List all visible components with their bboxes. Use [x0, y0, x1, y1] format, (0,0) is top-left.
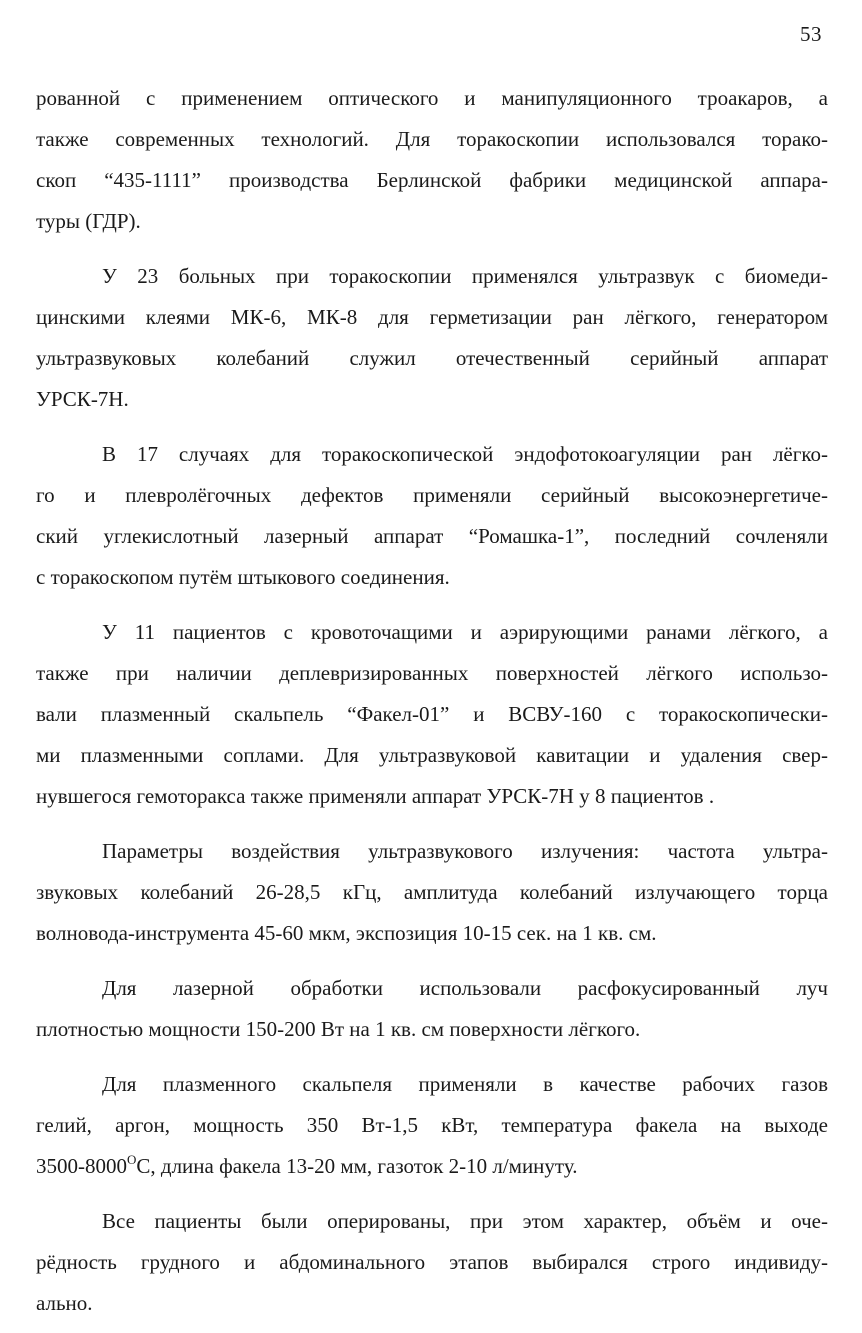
text-line: нувшегося гемоторакса также применяли аппарат УРСК-7Н у 8 пациентов .	[36, 784, 715, 808]
text-line: Для плазменного скальпеля применяли в качестве рабочих газов	[102, 1072, 828, 1096]
text-line: волновода-инструмента 45-60 мкм, экспозиция 10-15 сек. на 1 кв. см.	[36, 921, 657, 945]
text-line: рёдность грудного и абдоминального этапов выбирался строго индивиду-	[36, 1250, 828, 1274]
text-line: туры (ГДР).	[36, 209, 141, 233]
text-line: Параметры воздействия ультразвукового излучения: частота ультра-	[102, 839, 828, 863]
text-line: Все пациенты были оперированы, при этом характер, объём и оче-	[102, 1209, 828, 1233]
body-text	[36, 78, 828, 1324]
text-line: звуковых колебаний 26-28,5 кГц, амплитуда колебаний излучающего торца	[36, 880, 828, 904]
paragraph-1	[36, 78, 828, 242]
paragraph-6	[36, 968, 828, 1050]
text-line: го и плевролёгочных дефектов применяли серийный высокоэнергетиче-	[36, 483, 828, 507]
text-line: также при наличии деплевризированных поверхностей лёгкого использо-	[36, 661, 828, 685]
text-line: рованной с применением оптического и манипуляционного троакаров, а	[36, 86, 828, 110]
text-line: цинскими клеями МК-6, МК-8 для герметизации ран лёгкого, генератором	[36, 305, 828, 329]
text-line: ми плазменными соплами. Для ультразвуковой кавитации и удаления свер-	[36, 743, 828, 767]
text-fragment: С, длина факела 13-20 мм, газоток 2-10 л/минуту.	[136, 1154, 578, 1178]
text-line: вали плазменный скальпель “Факел-01” и ВСВУ-160 с торакоскопически-	[36, 702, 828, 726]
text-line: скоп “435-1111” производства Берлинской фабрики медицинской аппара-	[36, 168, 828, 192]
paragraph-5	[36, 831, 828, 954]
temperature-range: 3500-8000	[36, 1154, 127, 1178]
text-line: Для лазерной обработки использовали расфокусированный луч	[102, 976, 828, 1000]
text-line: с торакоскопом путём штыкового соединения.	[36, 565, 450, 589]
degree-superscript: O	[127, 1152, 137, 1167]
paragraph-3	[36, 434, 828, 598]
paragraph-7	[36, 1064, 828, 1187]
text-line: У 23 больных при торакоскопии применялся ультразвук с биомеди-	[102, 264, 828, 288]
page-number: 53	[800, 22, 822, 46]
paragraph-4	[36, 612, 828, 817]
text-line: гелий, аргон, мощность 350 Вт-1,5 кВт, температура факела на выходе	[36, 1113, 828, 1137]
text-line: плотностью мощности 150-200 Вт на 1 кв. см поверхности лёгкого.	[36, 1017, 641, 1041]
text-line: также современных технологий. Для торакоскопии использовался торако-	[36, 127, 828, 151]
text-line: УРСК-7Н.	[36, 387, 129, 411]
paragraph-8	[36, 1201, 828, 1324]
text-line: ально.	[36, 1291, 93, 1315]
text-line: У 11 пациентов с кровоточащими и аэрирующими ранами лёгкого, а	[102, 620, 828, 644]
text-line-with-superscript	[36, 1146, 828, 1187]
text-line: ский углекислотный лазерный аппарат “Ромашка-1”, последний сочленяли	[36, 524, 828, 548]
paragraph-2	[36, 256, 828, 420]
text-line: В 17 случаях для торакоскопической эндофотокоагуляции ран лёгко-	[102, 442, 828, 466]
text-line: ультразвуковых колебаний служил отечественный серийный аппарат	[36, 346, 828, 370]
